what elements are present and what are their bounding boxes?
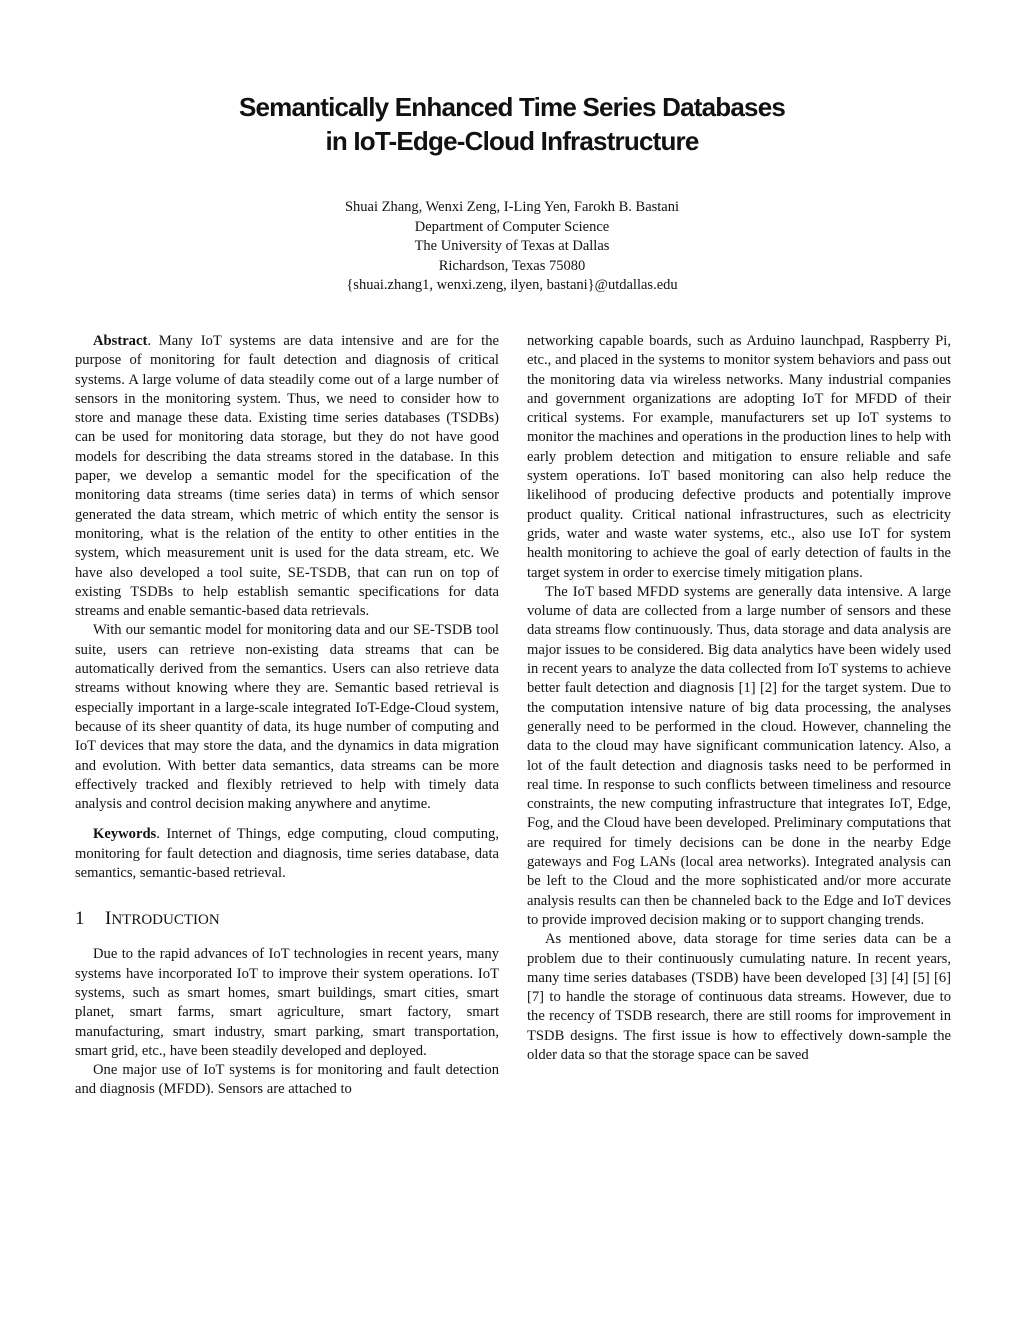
title-block <box>0 90 1024 158</box>
paper-title <box>0 90 1024 158</box>
abstract-label: Abstract <box>93 333 148 349</box>
intro-paragraph-3: The IoT based MFDD systems are generally data intensive. A large volume of data are collected from a large number of sensors and these data streams flow continuously. Thus, data storage and data analysis are major issues to be considered. Big data analytics have been widely used in recent years to analyze the data collected from IoT systems to achieve better fault detection and diagnosis [1] [2] for the target system. Due to the computation intensive nature of big data processing, the analyses generally need to be performed in the cloud. However, channeling the data to the cloud may have significant communication latency. Also, a lot of the fault detection and diagnosis tasks need to be performed in real time. In response to such conflicts between timeliness and resource constraints, the new computing infrastructure that integrates IoT, Edge, Fog, and the Cloud have been developed. Preliminary computations that are required for timely decisions can be done in the nearby Edge gateways and Fog LANs (local area networks). Integrated analysis can be left to the Cloud and the more sophisticated and/or more accurate analysis results can then be channeled back to the Edge and IoT devices to provide improved decision making or to support changing trends. <box>527 583 951 928</box>
abstract-paragraph-1 <box>75 332 499 621</box>
author-block <box>0 198 1024 296</box>
right-column <box>527 332 951 1065</box>
author-email: {shuai.zhang1, wenxi.zeng, ilyen, bastani}@utdallas.edu <box>346 277 678 293</box>
keywords-text: . Internet of Things, edge computing, cloud computing, monitoring for fault detection and diagnosis, time series database, data semantics, semantic-based retrieval. <box>75 826 499 882</box>
section-title-rest: NTRODUCTION <box>111 912 220 929</box>
section-title-initial: I <box>105 908 112 930</box>
abstract-text-1: . Many IoT systems are data intensive and are for the purpose of monitoring for fault detection and diagnosis of critical systems. A large volume of data steadily come out of a large number of sensors in the monitoring system. Thus, we need to consider how to store and manage these data. Existing time series databases (TSDBs) can be used for monitoring data storage, but they do not have good models for describing the data streams stored in the database. In this paper, we develop a semantic model for the specification of the monitoring data streams (time series data) in terms of which sensor generated the data stream, which metric of which entity the sensor is monitoring, what is the relation of the entity to other entities in the system, which measurement unit is used for the data stream, etc. We have also developed a tool suite, SE-TSDB, that can run on top of existing TSDBs to help establish semantic specifications for data streams and enable semantic-based data retrievals. <box>75 333 499 620</box>
abstract-paragraph-2: With our semantic model for monitoring data and our SE-TSDB tool suite, users can retrieve non-existing data streams that can be automatically derived from the semantics. Users can also retrieve data streams without knowing where they are. Semantic based retrieval is especially important in a large-scale integrated IoT-Edge-Cloud system, because of its sheer quantity of data, its huge number of computing and IoT devices that may store the data, and the dynamics in data migration and evolution. With better data semantics, data streams can be more effectively tracked and flexibly retrieved to help with timely data analysis and control decision making anywhere and anytime. <box>75 622 499 813</box>
left-column <box>75 332 499 1100</box>
intro-paragraph-2-continued: networking capable boards, such as Arduino launchpad, Raspberry Pi, etc., and placed in the systems to monitor system behaviors and pass out the monitoring data via wireless networks. Many industrial companies and government organizations are adopting IoT for MFDD of their critical systems. For example, manufacturers set up IoT systems to monitor the machines and operations in the production lines to help with early problem detection and mitigation to ensure reliable and safe system operations. IoT based monitoring can also help reduce the likelihood of producing defective products and potentially improve product quality. Critical national infrastructures, such as electricity grids, water and waste water systems, etc., also use IoT for system health monitoring to achieve the goal of early detection of faults in the target system in order to exercise timely mitigation plans. <box>527 333 951 581</box>
section-heading-introduction <box>75 907 499 932</box>
paper-title-line-2: in IoT-Edge-Cloud Infrastructure <box>325 126 699 156</box>
section-number: 1 <box>75 908 85 930</box>
intro-paragraph-2: One major use of IoT systems is for monitoring and fault detection and diagnosis (MFDD). Sensors are attached to <box>75 1062 499 1098</box>
intro-paragraph-1: Due to the rapid advances of IoT technologies in recent years, many systems have incorporated IoT to improve their system operations. IoT systems, such as smart homes, smart buildings, smart cities, smart planet, smart farms, smart agriculture, smart factory, smart manufacturing, smart industry, smart parking, smart transportation, smart grid, etc., have been steadily developed and deployed. <box>75 946 499 1059</box>
author-names: Shuai Zhang, Wenxi Zeng, I-Ling Yen, Farokh B. Bastani <box>344 199 680 215</box>
paper-title-line-1: Semantically Enhanced Time Series Databases <box>238 92 786 122</box>
author-department: Department of Computer Science <box>414 218 610 235</box>
author-location: Richardson, Texas 75080 <box>438 257 586 274</box>
keywords-paragraph <box>75 825 499 883</box>
author-university: The University of Texas at Dallas <box>414 238 610 254</box>
intro-paragraph-4: As mentioned above, data storage for time series data can be a problem due to their continuously cumulating nature. In recent years, many time series databases (TSDB) have been developed [3] [4] [5] [6] [7] to handle the storage of continuous data streams. However, due to the recency of TSDB research, there are still rooms for improvement in TSDB designs. The first issue is how to effectively down-sample the older data so that the storage space can be saved <box>527 931 951 1063</box>
keywords-label: Keywords <box>93 826 157 843</box>
